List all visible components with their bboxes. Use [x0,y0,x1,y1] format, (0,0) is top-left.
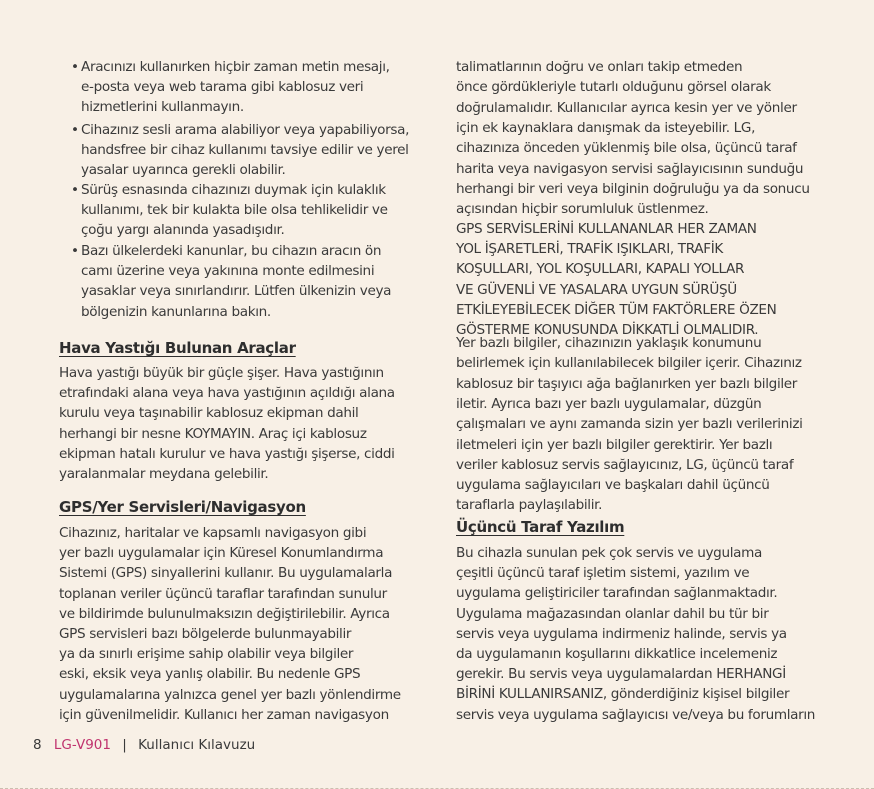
paragraph-line: yaralanmalar meydana gelebilir. [59,466,269,482]
paragraph-line: veriler kablosuz servis sağlayıcınız, LG, üçüncü taraf [456,456,794,473]
bullet-text-line: Bazı ülkelerdeki kanunlar, bu cihazın aracın ön [81,243,382,259]
paragraph-line: harita veya navigasyon servisi sağlayıcısının sunduğu [456,160,804,177]
paragraph-line: cihazınıza önceden yüklenmiş bile olsa, üçüncü taraf [456,140,797,157]
caps-warning-line: YOL İŞARETLERİ, TRAFİK IŞIKLARI, TRAFİK [456,241,723,258]
paragraph-line: belirlemek için kullanılabilecek bilgiler içerir. Cihazınız [456,355,802,372]
paragraph-line: servis veya uygulama sağlayıcısı ve/veya bu forumların [456,706,816,723]
caps-warning-line: GPS SERVİSLERİNİ KULLANANLAR HER ZAMAN [456,221,757,237]
bullet-text-line: camı üzerine veya yakınına monte edilmesini [81,263,375,280]
paragraph-line: açısından hiçbir sorumluluk üstlenmez. [456,201,709,218]
paragraph-line: Yer bazlı bilgiler, cihazınızın yaklaşık konumunu [456,335,762,351]
section-heading-airbag: Hava Yastığı Bulunan Araçlar [59,339,296,357]
paragraph-line: yer bazlı uygulamalar için Küresel Konumlandırma [59,545,384,562]
paragraph-line: etrafındaki alana veya hava yastığının açıldığı alana [59,385,395,402]
paragraph-line: eski, eksik veya yanlış olabilir. Bu nedenle GPS [59,666,361,683]
paragraph-line: için güvenilmelidir. Kullanıcı her zaman navigasyon [59,706,389,723]
paragraph-line: kurulu veya taşınabilir kablosuz ekipman dahil [59,405,359,422]
bullet-text-line: Cihazınız sesli arama alabiliyor veya yapabiliyorsa, [81,122,410,138]
paragraph-line: ve bildirimde bulunulmaksızın değiştirilebilir. Ayrıca [59,605,390,622]
paragraph-line: ekipman hatalı kurulur ve hava yastığı şişerse, ciddi [59,445,395,462]
footer-separator: | [122,737,127,753]
paragraph-line: uygulama sağlayıcıları ve başkaları dahil üçüncü [456,477,770,494]
bullet-text-line: yasalar uyarınca gerekli olabilir. [81,162,286,179]
paragraph-line: servis veya uygulama indirmeniz halinde, servis ya [456,625,787,642]
paragraph-line: kablosuz bir taşıyıcı ağa bağlanırken yer bazlı bilgiler [456,375,798,392]
paragraph-line: çeşitli üçüncü taraf işletim sistemi, yazılım ve [456,565,750,582]
paragraph-line: iletir. Ayrıca bazı yer bazlı uygulamalar, düzgün [456,395,762,412]
paragraph-line: Sistemi (GPS) sinyallerini kullanır. Bu uygulamalarla [59,565,393,582]
caps-warning-line: KOŞULLARI, YOL KOŞULLARI, KAPALI YOLLAR [456,261,745,278]
caps-warning-line: GÖSTERME KONUSUNDA DİKKATLİ OLMALIDIR. [456,322,759,338]
bullet-marker: • [71,243,80,259]
paragraph-line: Uygulama mağazasından olanlar dahil bu tür bir [456,605,769,622]
paragraph-line: taraflarla paylaşılabilir. [456,497,603,514]
section-heading-third-party: Üçüncü Taraf Yazılım [456,518,625,536]
section-heading-gps: GPS/Yer Servisleri/Navigasyon [59,498,306,516]
paragraph-line: doğrulamalıdır. Kullanıcılar ayrıca kesin yer ve yönler [456,99,797,116]
caps-warning-line: VE GÜVENLİ VE YASALARA UYGUN SÜRÜŞÜ [456,281,737,298]
paragraph-line: için ek kaynaklara danışmak da isteyebilir. LG, [456,119,756,136]
bullet-marker: • [71,182,80,198]
guide-title: Kullanıcı Kılavuzu [138,737,256,753]
bullet-text-line: handsfree bir cihaz kullanımı tavsiye edilir ve yerel [81,142,409,159]
paragraph-line: önce gördükleriyle tutarlı olduğunu görsel olarak [456,79,771,96]
bullet-text-line: Sürüş esnasında cihazınızı duymak için kulaklık [81,182,386,198]
paragraph-line: çalışmaları ve aynı zamanda sizin yer bazlı verilerinizi [456,416,803,433]
paragraph-line: toplanan veriler üçüncü taraflar tarafından sunulur [59,585,387,602]
bullet-marker: • [71,59,80,75]
paragraph-line: BİRİNİ KULLANIRSANIZ, gönderdiğiniz kişisel bilgiler [456,686,790,703]
paragraph-line: iletmeleri için yer bazlı bilgiler gerektirir. Yer bazlı [456,436,773,453]
bullet-text-line: çoğu yargı alanında yasadışıdır. [81,222,285,239]
paragraph-line: da uygulamanın koşullarını dikkatlice incelemeniz [456,646,778,662]
paragraph-line: ya da sınırlı erişime sahip olabilir veya bilgiler [59,646,354,663]
paragraph-line: uygulama geliştiriciler tarafından sağlanmaktadır. [456,585,778,602]
paragraph-line: gerekir. Bu servis veya uygulamalardan HERHANGİ [456,666,786,683]
paragraph-line: Hava yastığı büyük bir güçle şişer. Hava yastığının [59,365,384,381]
page-number: 8 [33,737,42,753]
bullet-text-line: hizmetlerini kullanmayın. [81,99,244,116]
bullet-text-line: e-posta veya web tarama gibi kablosuz veri [81,79,364,96]
bullet-marker: • [71,122,80,138]
paragraph-line: GPS servisleri bazı bölgelerde bulunmayabilir [59,626,352,642]
caps-warning-line: ETKİLEYEBİLECEK DİĞER TÜM FAKTÖRLERE ÖZEN [456,301,777,318]
bullet-text-line: kullanımı, tek bir kulakta bile olsa tehlikelidir ve [81,202,388,219]
paragraph-line: uygulamalarına yalnızca genel yer bazlı yönlendirme [59,686,401,703]
paragraph-line: herhangi bir nesne KOYMAYIN. Araç içi kablosuz [59,425,367,442]
paragraph-line: herhangi bir veri veya bilginin doğruluğu ya da sonucu [456,180,810,197]
paragraph-line: talimatlarının doğru ve onları takip etmeden [456,59,743,75]
paragraph-line: Cihazınız, haritalar ve kapsamlı navigasyon gibi [59,525,367,541]
model-name: LG-V901 [53,737,111,753]
bullet-text-line: yasaklar veya sınırlandırır. Lütfen ülkenizin veya [81,283,392,300]
bullet-text-line: bölgenizin kanunlarına bakın. [81,303,271,320]
paragraph-line: Bu cihazla sunulan pek çok servis ve uygulama [456,545,762,561]
page-edge-divider [0,784,874,789]
page-footer [33,737,255,753]
bullet-text-line: Aracınızı kullanırken hiçbir zaman metin mesajı, [81,59,390,75]
